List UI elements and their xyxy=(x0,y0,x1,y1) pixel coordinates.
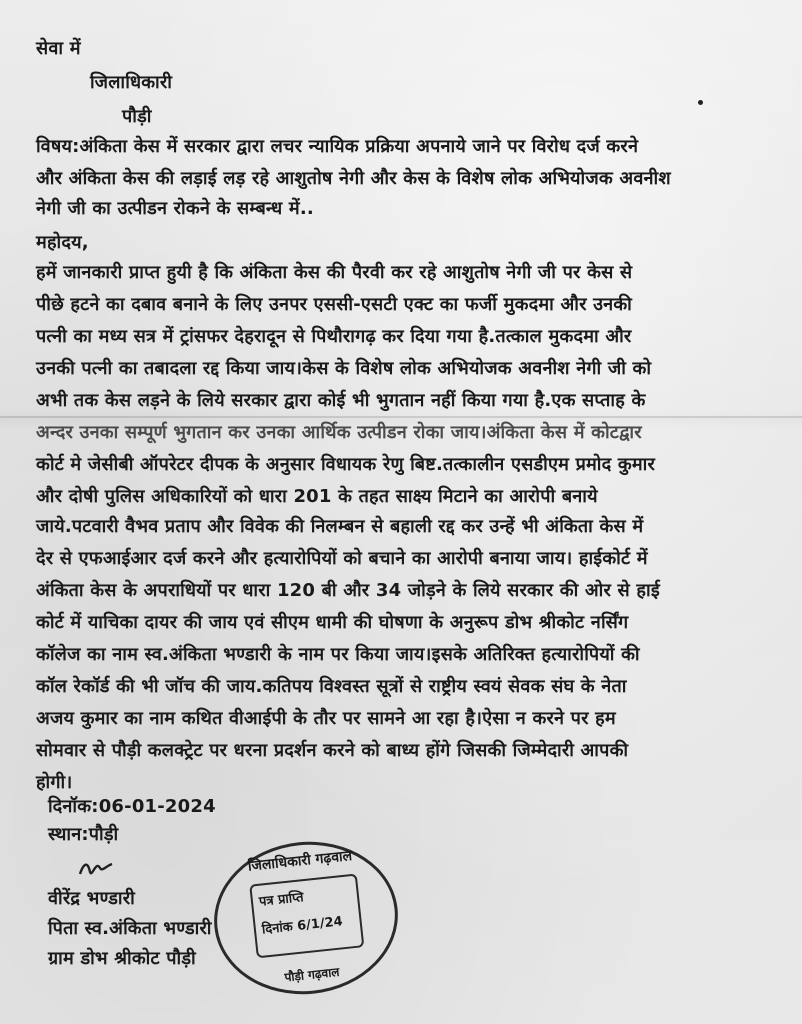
sender-address: ग्राम डोभ श्रीकोट पौड़ी xyxy=(48,948,196,969)
body-line: पीछे हटने का दबाव बनाने के लिए उनपर एससी-एसटी एक्ट का फर्जी मुकदमा और उनकी xyxy=(36,294,633,315)
body-line: पत्नी का मध्य सत्र में ट्रांसफर देहरादून से पिथौरागढ़ कर दिया गया है.तत्काल मुकदमा और xyxy=(36,326,632,347)
stamp-top-text: जिलाधिकारी गढ़वाल xyxy=(247,847,353,875)
office-stamp xyxy=(207,833,406,1003)
stamp-inner-box xyxy=(249,873,364,958)
sender-name: वीरेंद्र भण्डारी xyxy=(48,888,135,909)
ink-speck xyxy=(698,100,703,105)
stamp-date-text: दिनांक 6/1/24 xyxy=(261,914,344,938)
stamp-bottom-text: पौड़ी गढ़वाल xyxy=(283,964,341,985)
subject-line: नेगी जी का उत्पीडन रोकने के सम्बन्ध में.. xyxy=(36,198,314,219)
to-line-2: जिलाधिकारी xyxy=(90,72,173,93)
body-line: कोर्ट मे जेसीबी ऑपरेटर दीपक के अनुसार विधायक रेणु बिष्ट.तत्कालीन एसडीएम प्रमोद कुमार xyxy=(36,454,656,475)
salutation: महोदय, xyxy=(36,232,89,253)
body-line: देर से एफआईआर दर्ज करने और हत्यारोपियों को बचाने का आरोपी बनाया जाय। हाईकोर्ट में xyxy=(36,548,648,569)
body-line: अजय कुमार का नाम कथित वीआईपी के तौर पर सामने आ रहा है।ऐसा न करने पर हम xyxy=(36,708,616,729)
date-line: दिनॉक:06-01-2024 xyxy=(48,796,216,817)
body-line: अंकिता केस के अपराधियों पर धारा 120 बी और 34 जोड़ने के लिये सरकार की ओर से हाई xyxy=(36,580,660,601)
body-line: कॉल रेकॉर्ड की भी जॉच की जाय.कतिपय विश्वस्त सूत्रों से राष्ट्रीय स्वयं सेवक संघ के नेता xyxy=(36,676,627,697)
subject-line: विषय:अंकिता केस में सरकार द्वारा लचर न्यायिक प्रक्रिया अपनाये जाने पर विरोध दर्ज करने xyxy=(36,136,639,157)
signature-mark xyxy=(78,858,114,880)
paper-fold xyxy=(0,416,802,418)
body-line: सोमवार से पौड़ी कलक्ट्रेट पर धरना प्रदर्शन करने को बाध्य होंगे जिसकी जिम्मेदारी आपकी xyxy=(36,740,629,761)
body-line: और दोषी पुलिस अधिकारियों को धारा 201 के तहत साक्ष्य मिटाने का आरोपी बनाये xyxy=(36,486,598,507)
body-line: अन्दर उनका सम्पूर्ण भुगतान कर उनका आर्थिक उत्पीडन रोका जाय।अंकिता केस में कोटद्वार xyxy=(36,422,642,443)
stamp-receipt-text: पत्र प्राप्ति xyxy=(258,890,305,910)
body-line: होगी। xyxy=(36,772,73,793)
sender-relation: पिता स्व.अंकिता भण्डारी xyxy=(48,918,212,939)
body-line: अभी तक केस लड़ने के लिये सरकार द्वारा कोई भी भुगतान नहीं किया गया है.एक सप्ताह के xyxy=(36,390,646,411)
body-line: कॉलेज का नाम स्व.अंकिता भण्डारी के नाम पर किया जाय।इसके अतिरिक्त हत्यारोपियों की xyxy=(36,644,640,665)
body-line: जाये.पटवारी वैभव प्रताप और विवेक की निलम्बन से बहाली रद्द कर उन्हें भी अंकिता केस में xyxy=(36,516,644,537)
body-line: हमें जानकारी प्राप्त हुयी है कि अंकिता केस की पैरवी कर रहे आशुतोष नेगी जी पर केस से xyxy=(36,262,633,283)
to-line-1: सेवा में xyxy=(36,38,81,59)
subject-line: और अंकिता केस की लड़ाई लड़ रहे आशुतोष नेगी और केस के विशेष लोक अभियोजक अवनीश xyxy=(36,168,671,189)
body-line: उनकी पत्नी का तबादला रद्द किया जाय।केस के विशेष लोक अभियोजक अवनीश नेगी जी को xyxy=(36,358,652,379)
to-line-3: पौड़ी xyxy=(122,106,152,127)
body-line: कोर्ट में याचिका दायर की जाय एवं सीएम धामी की घोषणा के अनुरूप डोभ श्रीकोट नर्सिंग xyxy=(36,612,629,633)
place-line: स्थान:पौड़ी xyxy=(48,824,119,845)
